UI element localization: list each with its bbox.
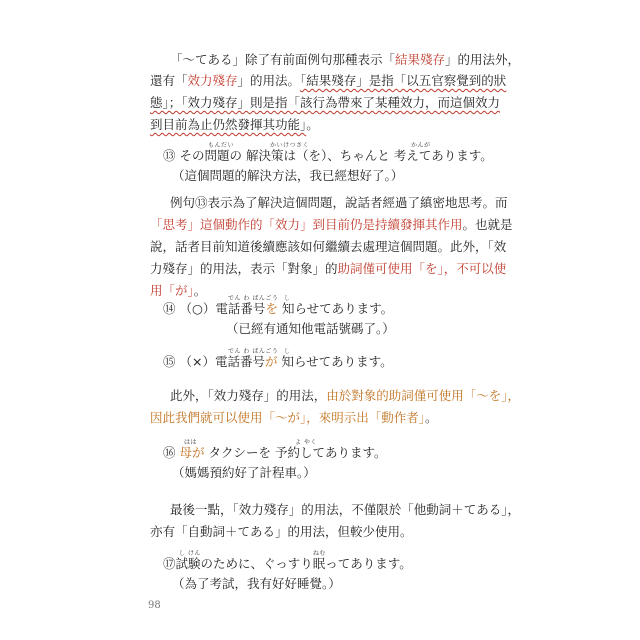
text: 。	[306, 117, 319, 132]
text: 。	[425, 410, 438, 425]
furigana: でん わ ばんごう	[228, 348, 279, 355]
text: 「〜てある」除了有前面例句那種表示「	[170, 52, 396, 67]
translation: （媽媽預約好了計程車。）	[172, 465, 316, 480]
furigana: し	[284, 348, 291, 355]
incorrect-mark: （×）	[179, 354, 215, 369]
japanese-text: 知らせてあります。	[281, 354, 393, 369]
furigana: し けん	[179, 550, 201, 557]
furigana: はは	[184, 439, 198, 446]
furigana: もんだい	[208, 142, 235, 149]
text: 。	[193, 283, 207, 298]
example-number: ⑰	[163, 556, 176, 571]
example-13-translation	[172, 168, 403, 184]
translation: （已經有通知他電話號碼了。）	[226, 321, 395, 336]
example-14-translation	[226, 321, 395, 337]
example-17-translation	[172, 576, 341, 592]
highlight-text: 「思考」這個動作的「效力」到目前仍是持續發揮其作用	[150, 217, 463, 232]
japanese-text: 電話番号	[214, 354, 265, 369]
p2-line-5	[150, 283, 206, 299]
underlined-definition: 「結果殘存」是指「以五官察覺到的狀	[300, 73, 507, 88]
text: 說，話者目前知道後續應該如何繼續去處理這個問題。此外，「效	[150, 239, 507, 254]
particle: を	[265, 301, 278, 316]
text: 還有「	[150, 73, 188, 88]
p2-line-4	[150, 261, 506, 277]
p4-line-1	[170, 502, 520, 518]
japanese-text: その問題の	[179, 148, 243, 163]
text: 。也就是	[462, 217, 513, 232]
highlight-text: 助詞僅可使用「を」，不可以使	[337, 261, 507, 276]
japanese-text: 考えてあります。	[393, 148, 493, 163]
p2-line-1	[170, 195, 508, 211]
highlight-text: 因此我們就可以使用「〜が」，來明示出「動作者」	[150, 410, 426, 425]
p1-line-3	[150, 95, 500, 111]
p1-line-2	[150, 73, 506, 89]
p2-line-2	[150, 217, 513, 233]
furigana: よ やく	[295, 439, 317, 446]
text: 」的用法外，	[445, 52, 521, 67]
text: 力殘存」的用法，表示「對象」的	[150, 261, 338, 276]
p2-line-3	[150, 239, 506, 255]
example-number: ⑮	[163, 354, 176, 369]
highlight-term: 結果殘存	[395, 52, 446, 67]
text: 此外，「效力殘存」的用法，	[170, 388, 327, 403]
example-number: ⑭	[163, 301, 176, 316]
japanese-text: タクシーを	[208, 445, 272, 460]
particle: が	[265, 354, 278, 369]
example-14	[163, 301, 393, 317]
underlined-definition: 到目前為止仍然發揮其功能」	[150, 117, 307, 132]
highlight-text: 用「が」	[150, 283, 194, 298]
example-number: ⑬	[163, 148, 176, 163]
furigana: でん わ ばんごう	[228, 295, 279, 302]
example-17	[163, 556, 412, 572]
furigana: ねむ	[313, 550, 327, 557]
example-13	[163, 148, 493, 164]
p3-line-2	[150, 410, 438, 426]
example-16	[163, 445, 387, 461]
underlined-definition: 態」；「效力殘存」則是指「該行為帶來了某種效力，而這個效力	[150, 95, 501, 110]
translation: （為了考試，我有好好睡覺。）	[172, 576, 341, 591]
japanese-text: 予約してあります。	[275, 445, 387, 460]
japanese-text: 電話番号	[215, 301, 266, 316]
correct-mark: （○）	[179, 301, 216, 316]
text: 例句⑬表示為了解決這個問題，說話者經過了縝密地思考。而	[170, 195, 508, 210]
japanese-text: 解決策は（を）、ちゃんと	[246, 148, 390, 163]
page-number: 98	[148, 600, 161, 611]
highlight-term: 效力殘存	[187, 73, 238, 88]
japanese-text: 試験のために、ぐっすり眠ってあります。	[175, 556, 412, 571]
japanese-text: 知らせてあります。	[281, 301, 394, 316]
example-15	[163, 354, 393, 370]
subject-highlight: 母が	[179, 445, 205, 460]
p3-line-1	[170, 388, 520, 404]
translation: （這個問題的解決方法，我已經想好了。）	[172, 168, 404, 183]
p4-line-2	[150, 524, 413, 540]
example-number: ⑯	[163, 445, 176, 460]
text: 」的用法。	[237, 73, 301, 88]
text: 亦有「自動詞＋てある」的用法，但較少使用。	[150, 524, 413, 539]
text: 最後一點，「效力殘存」的用法，不僅限於「他動詞＋てある」，	[170, 502, 521, 517]
highlight-text: 由於對象的助詞僅可使用「〜を」，	[326, 388, 521, 403]
furigana: し	[284, 295, 291, 302]
p1-line-1	[170, 52, 520, 68]
furigana: かんが	[411, 142, 431, 149]
example-16-translation	[172, 465, 316, 481]
furigana: かいけつさく	[270, 142, 310, 149]
p1-line-4	[150, 117, 319, 133]
